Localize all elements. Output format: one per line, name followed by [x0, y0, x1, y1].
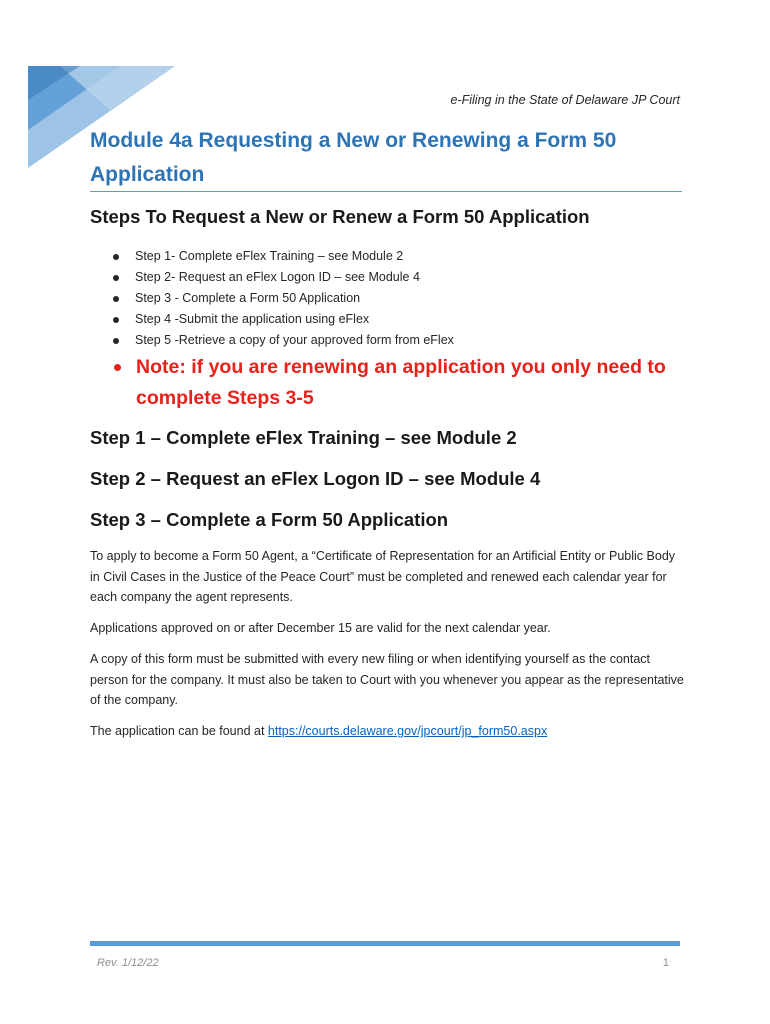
list-item: Step 4 -Submit the application using eFlex	[90, 309, 454, 330]
list-item: Step 2- Request an eFlex Logon ID – see Module 4	[90, 267, 454, 288]
page-title: Module 4a Requesting a New or Renewing a Form 50 Application	[90, 129, 617, 186]
footer-divider	[90, 941, 680, 946]
step1-heading: Step 1 – Complete eFlex Training – see Module 2	[90, 427, 517, 448]
list-item: Step 5 -Retrieve a copy of your approved form from eFlex	[90, 330, 454, 351]
list-item: Step 1- Complete eFlex Training – see Module 2	[90, 246, 454, 267]
paragraph-form50-intro: To apply to become a Form 50 Agent, a “Certificate of Representation for an Artificial Entity or Public Body in Civil Cases in the Justice of the Peace Court” must be completed and renewed each calendar year for each company the agent represents.	[90, 549, 676, 604]
bullet-icon	[113, 296, 119, 302]
bullet-icon	[114, 364, 121, 371]
paragraph-validity: Applications approved on or after December 15 are valid for the next calendar year.	[90, 621, 551, 635]
step3-heading: Step 3 – Complete a Form 50 Application	[90, 509, 449, 530]
form50-link[interactable]: https://courts.delaware.gov/jpcourt/jp_form50.aspx	[267, 724, 548, 738]
step2-heading: Step 2 – Request an eFlex Logon ID – see Module 4	[90, 468, 541, 489]
list-item: Step 3 - Complete a Form 50 Application	[90, 288, 454, 309]
renewal-note-text: Note: if you are renewing an application you only need to complete Steps 3-5	[136, 356, 666, 409]
bullet-icon	[113, 317, 119, 323]
title-divider	[90, 191, 682, 192]
steps-heading: Steps To Request a New or Renew a Form 50 Application	[90, 206, 590, 227]
bullet-icon	[113, 254, 119, 260]
page-number: 1	[662, 957, 669, 969]
revision-date: Rev. 1/12/22	[97, 957, 159, 969]
paragraph-application-link: The application can be found at https://courts.delaware.gov/jpcourt/jp_form50.aspx	[90, 724, 548, 738]
running-header: e-Filing in the State of Delaware JP Court	[450, 93, 680, 107]
bullet-icon	[113, 275, 119, 281]
steps-list	[90, 246, 454, 351]
renewal-note	[90, 352, 670, 414]
bullet-icon	[113, 338, 119, 344]
paragraph-copy-requirement: A copy of this form must be submitted with every new filing or when identifying yourself as the contact person for the company. It must also be taken to Court with you whenever you appear as the representative of the company.	[90, 652, 684, 707]
